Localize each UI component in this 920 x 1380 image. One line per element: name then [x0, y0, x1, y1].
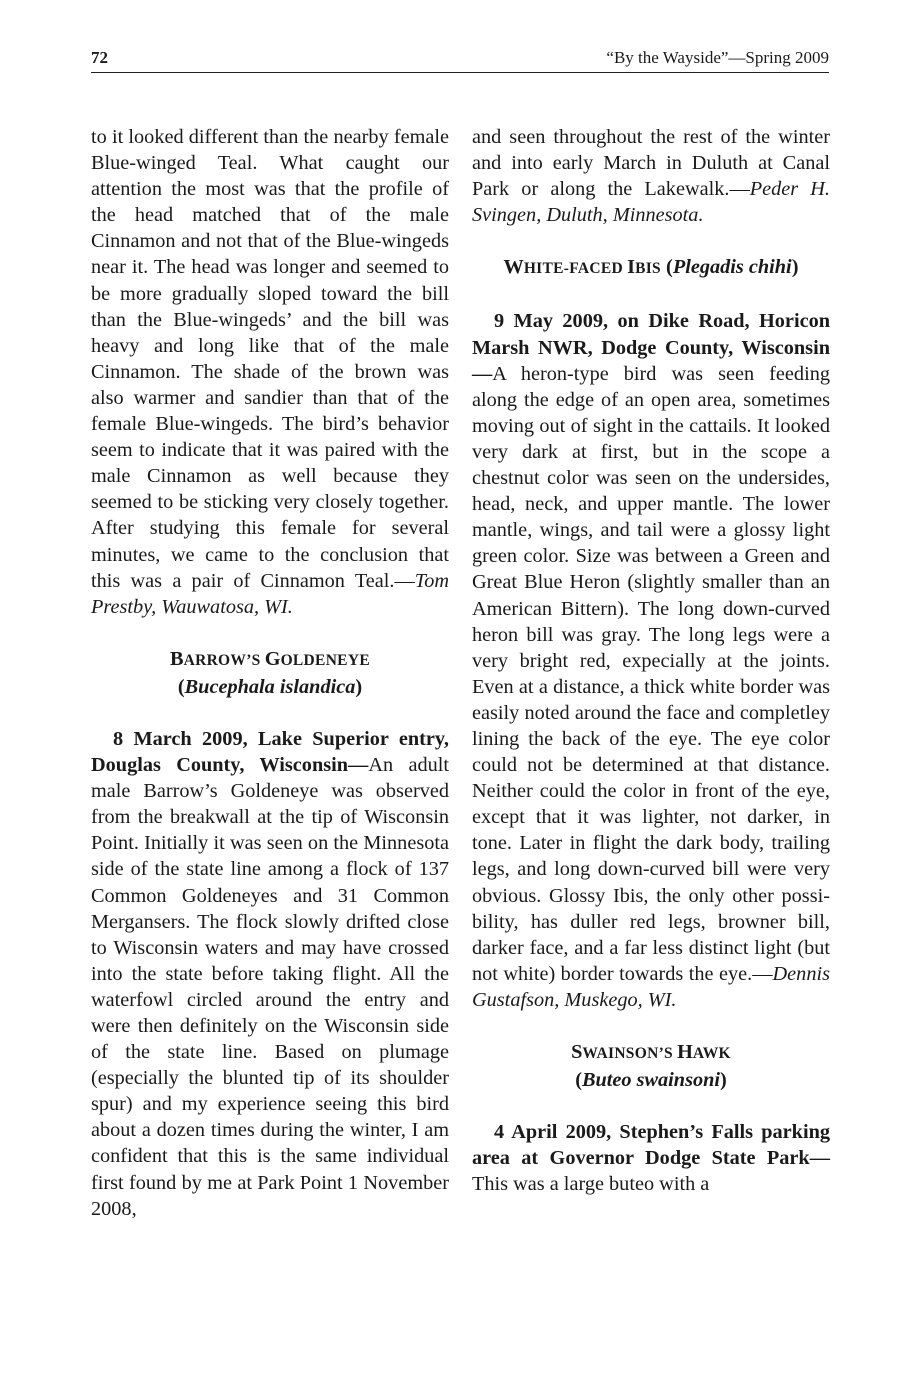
white-faced-ibis-record — [472, 308, 830, 1013]
species-heading-white-faced-ibis: WHITE-FACED IBIS (Plegadis chihi) — [503, 256, 799, 279]
page-header — [91, 48, 829, 72]
record-text: This was a large buteo with a — [472, 1173, 710, 1196]
record-date-location: 4 April 2009, Stephen’s Falls parking area at Governor Dodge State Park— — [472, 1121, 830, 1170]
cinnamon-teal-paragraph — [91, 124, 449, 620]
spacer — [472, 1093, 830, 1119]
spacer — [91, 700, 449, 726]
species-scientific-name: (Buteo swainsoni) — [575, 1069, 727, 1092]
species-scientific-name: (Bucephala islandica) — [177, 675, 363, 698]
species-heading-barrows-goldeneye: BARROW’S GOLDENEYE — [170, 647, 370, 670]
record-date-location: 9 May 2009, on Dike Road, Horicon Marsh NWR, Dodge County, Wisconsin— — [472, 310, 830, 385]
spacer — [91, 620, 449, 646]
left-column — [91, 124, 449, 1222]
author-credit: Tom Prestby, Wauwatosa, WI. — [91, 569, 449, 618]
spacer — [472, 1013, 830, 1039]
right-column — [472, 124, 830, 1197]
species-heading-swainsons-hawk: SWAINSON’S HAWK — [571, 1041, 731, 1063]
record-text: An adult male Barrow’s Goldeneye was observed from the breakwall at the tip of Wisconsin Point. Initially it was seen on the Minnesota side of the state line among a flock of 137 Common Goldeneyes and 31 Common Mergansers. The flock slowly drifted close to Wisconsin waters and may have crossed into the state before taking flight. All the waterfowl circled around the entry and were then definitely on the Wisconsin side of the state line. Based on plumage (especially the blunted tip of its shoulder spur) and my experience seeing this bird about a dozen times during the winter, I am confident that this is the same individual first found by me at Park Point 1 November 2008, — [91, 754, 449, 1220]
spacer — [472, 228, 830, 254]
author-credit: Peder H. Svingen, Duluth, Minnesota. — [472, 178, 831, 227]
paragraph-text: to it looked different than the nearby female Blue-winged Teal. What caught our attention the most was that the profile of the head matched that of the male Cinnamon and not that of the Blue-wingeds near it. The head was longer and seemed to be more gradually sloped toward the bill than the Blue-wingeds’ and the bill was heavy and long like that of the male Cinnamon. The shade of the brown was also warmer and sandier than that of the female Blue-wingeds. The bird’s behavior seem to indicate that it was paired with the male Cinnamon as well because they seemed to be sticking very closely together. After studying this female for several minutes, we came to the conclusion that this was a pair of Cinnamon Teal.— — [91, 126, 449, 592]
author-credit: Dennis Gustafson, Muskego, WI. — [472, 962, 830, 1011]
spacer — [472, 282, 830, 308]
record-date-location: 8 March 2009, Lake Superior entry, Douglas County, Wisconsin— — [91, 727, 449, 777]
barrows-goldeneye-record — [91, 726, 449, 1222]
header-rule — [91, 72, 829, 73]
running-title: “By the Wayside”—Spring 2009 — [606, 48, 829, 67]
swainsons-hawk-record — [472, 1119, 830, 1197]
paragraph-text: and seen throughout the rest of the winter and into early March in Duluth at Canal Park or along the Lakewalk.— — [472, 126, 830, 201]
record-text: A heron-type bird was seen feeding along the edge of an open area, sometimes moving out of sight in the cattails. It looked very dark at first, but in the scope a chestnut color was seen on the undersides, head, neck, and upper mantle. The lower mantle, wings, and tail were a glossy light green color. Size was between a Green and Great Blue Heron (slightly smaller than an American Bittern). The long down-curved heron bill was gray. The long legs were a very bright red, expecially at the joints. Even at a distance, a thick white border was easily noted around the face and completley lining the back of the eye. The eye color could not be determined at that distance. Neither could the color in front of the eye, except that it was lighter, not darker, in tone. Later in flight the dark body, trailing legs, and long down-curved bill were very obvious. Glossy Ibis, the only other possibility, has duller red legs, browner bill, darker face, and a far less distinct light (but not white) border towards the eye.— — [472, 362, 830, 985]
page-number: 72 — [91, 48, 108, 67]
barrows-continuation-paragraph — [472, 124, 830, 228]
